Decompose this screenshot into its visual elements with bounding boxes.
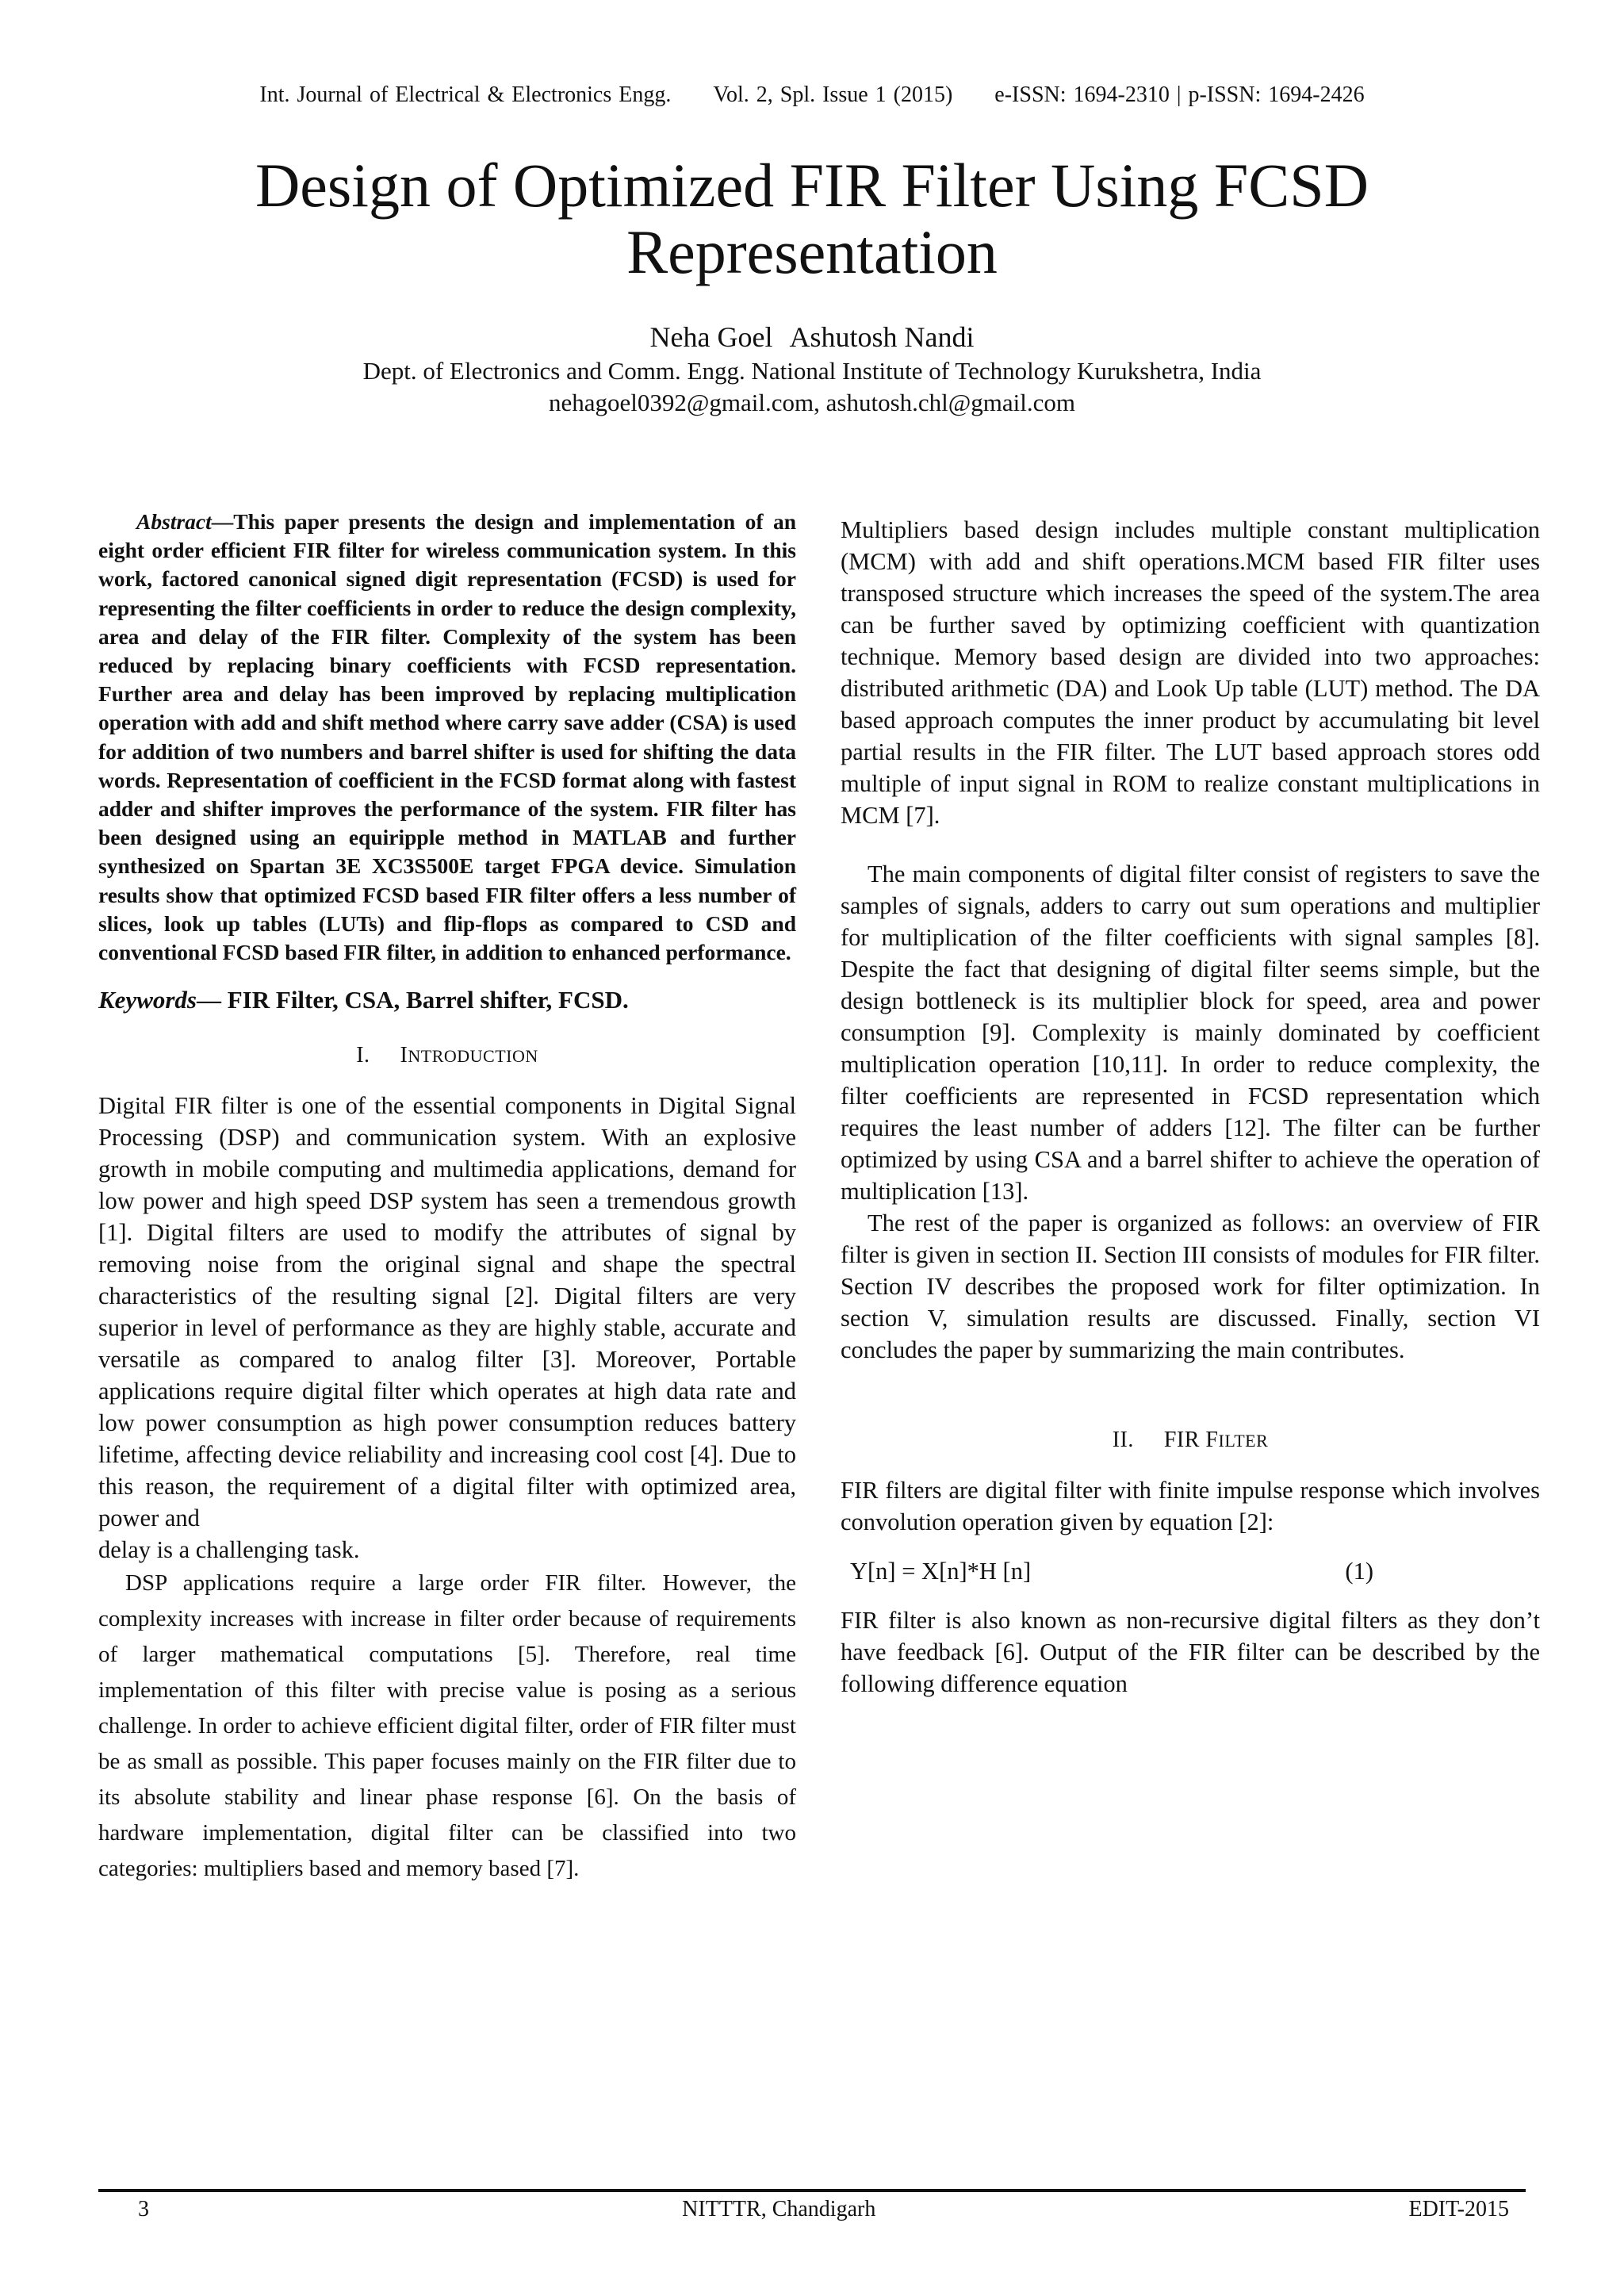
journal-volume: Vol. 2, Spl. Issue 1 (2015)	[713, 82, 953, 107]
left-column	[98, 508, 796, 1887]
affiliation-block	[0, 355, 1624, 419]
intro-paragraph-tail: delay is a challenging task.	[98, 1536, 360, 1564]
section-number: II.	[1112, 1428, 1134, 1452]
section-title-initial: FIR F	[1163, 1428, 1219, 1452]
journal-name: Int. Journal of Electrical & Electronics Engg.	[259, 82, 672, 107]
abstract-label: Abstract	[136, 509, 212, 534]
keywords-label: Keywords	[98, 986, 197, 1014]
affiliation: Dept. of Electronics and Comm. Engg. National Institute of Technology Kurukshetra, India	[362, 357, 1262, 385]
intro-paragraph: DSP applications require a large order FIR filter. However, the complexity increases with increase in filter order because of requirements of larger mathematical computations [5]. Therefore, real time implementation of this filter with precise value is posing as a serious challenge. In order to achieve efficient digital filter, order of FIR filter must be as small as possible. This paper focuses mainly on the FIR filter due to its absolute stability and linear phase response [6]. On the basis of hardware implementation, digital filter can be classified into two categories: multipliers based and memory based [7].	[98, 1570, 796, 1882]
intro-paragraph: Digital FIR filter is one of the essential components in Digital Signal Processing (DSP) and communication system. With an explosive growth in mobile computing and multimedia applications, demand for low power and high speed DSP system has seen a tremendous growth [1]. Digital filters are used to modify the attributes of signal by removing noise from the original signal and shape the spectral characteristics of the resulting signal [2]. Digital filters are very superior in level of performance as they are highly stable, accurate and versatile as compared to analog filter [3]. Moreover, Portable applications require digital filter which operates at high data rate and low power consumption as high power consumption reduces battery lifetime, affecting device reliability and increasing cool cost [4]. Due to this reason, the requirement of a digital filter with optimized area, power and	[98, 1092, 796, 1532]
running-header	[0, 82, 1624, 108]
section-title-initial: I	[400, 1043, 408, 1068]
fir-paragraph: FIR filter is also known as non-recursive digital filters as they don’t have feedback [6]. Output of the FIR filter can be described by the following difference equation	[841, 1607, 1540, 1697]
keywords	[98, 984, 796, 1016]
footer-event: EDIT-2015	[1408, 2197, 1509, 2221]
equation-number: (1)	[1345, 1558, 1373, 1585]
intro-paragraph: Multipliers based design includes multiple constant multiplication (MCM) with add and shift operations.MCM based FIR filter uses transposed structure which increases the speed of the system.The area can be further saved by optimizing coefficient with quantization technique. Memory based design are divided into two approaches: distributed arithmetic (DA) and Look Up table (LUT) method. The DA based approach computes the inner product by accumulating bit level partial results in the FIR filter. The LUT based approach stores odd multiple of input signal in ROM to realize constant multiplications in MCM [7].	[841, 516, 1540, 829]
intro-paragraph: The rest of the paper is organized as follows: an overview of FIR filter is given in section II. Section III consists of modules for FIR filter. Section IV describes the proposed work for filter optimization. In section V, simulation results are discussed. Finally, section VI concludes the paper by summarizing the main contributes.	[841, 1209, 1540, 1363]
paper-title: Design of Optimized FIR Filter Using FCSD Representation	[255, 151, 1369, 286]
author-name: Ashutosh Nandi	[789, 321, 975, 353]
abstract	[98, 508, 796, 967]
section-heading-fir-filter	[841, 1424, 1540, 1457]
footer-rule	[98, 2189, 1526, 2192]
intro-paragraph: The main components of digital filter consist of registers to save the samples of signals, adders to carry out sum operations and multiplier for multiplication of the filter coefficients with signal samples [8]. Despite the fact that designing of digital filter seems simple, but the design bottleneck is its multiplier block for speed, area and power consumption [9]. Complexity is mainly dominated by coefficient multiplication operation [10,11]. In order to reduce complexity, the filter coefficients are represented in FCSD representation which requires the least number of adders [12]. The filter can be further optimized by using CSA and a barrel shifter to achieve the operation of multiplication [13].	[841, 861, 1540, 1205]
page-number: 3	[138, 2197, 149, 2221]
equation-1	[841, 1538, 1540, 1604]
author-list	[0, 320, 1624, 354]
author-emails: nehagoel0392@gmail.com, ashutosh.chl@gmail.com	[548, 389, 1076, 416]
right-column	[841, 514, 1540, 1700]
section-heading-introduction	[98, 1040, 796, 1072]
keywords-text: — FIR Filter, CSA, Barrel shifter, FCSD.	[197, 986, 629, 1014]
page-footer	[138, 2197, 1509, 2222]
abstract-text: —This paper presents the design and implementation of an eight order efficient FIR filter for wireless communication system. In this work, factored canonical signed digit representation (FCSD) is used for representing the filter coefficients in order to reduce the design complexity, area and delay of the FIR filter. Complexity of the system has been reduced by replacing binary coefficients with FCSD representation. Further area and delay has been improved by replacing multiplication operation with add and shift method where carry save adder (CSA) is used for addition of two numbers and barrel shifter is used for shifting the data words. Representation of coefficient in the FCSD format along with fastest adder and shifter improves the performance of the system. FIR filter has been designed using an equiripple method in MATLAB and further synthesized on Spartan 3E XC3S500E target FPGA device. Simulation results show that optimized FCSD based FIR filter offers a less number of slices, look up tables (LUTs) and flip-flops as compared to CSD and conventional FCSD based FIR filter, in addition to enhanced performance.	[98, 509, 796, 965]
journal-issn: e-ISSN: 1694-2310 | p-ISSN: 1694-2426	[994, 82, 1365, 107]
section-title-rest: NTRODUCTION	[408, 1046, 538, 1067]
equation-text: Y[n] = X[n]*H [n]	[850, 1558, 1032, 1585]
footer-institution: NITTTR, Chandigarh	[682, 2197, 876, 2221]
fir-paragraph: FIR filters are digital filter with finite impulse response which involves convolution operation given by equation [2]:	[841, 1477, 1540, 1535]
author-name: Neha Goel	[649, 321, 773, 353]
section-number: I.	[356, 1043, 370, 1068]
section-title-rest: ILTER	[1218, 1431, 1269, 1451]
